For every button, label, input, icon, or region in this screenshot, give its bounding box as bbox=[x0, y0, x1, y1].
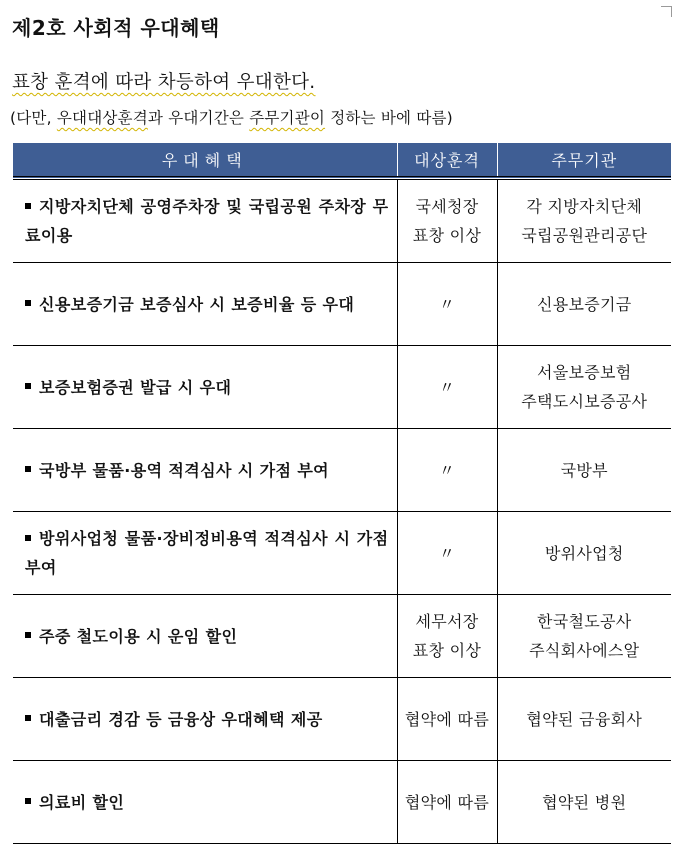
benefit-cell bbox=[13, 595, 397, 678]
benefit-text: 보증보험증권 발급 시 우대 bbox=[39, 377, 232, 397]
target-cell: 〃 bbox=[397, 346, 497, 429]
table-header-row bbox=[13, 143, 671, 178]
intro-sentence: 표창 훈격에 따라 차등하여 우대한다. bbox=[12, 72, 316, 93]
note-mid: 과 우대기간은 bbox=[147, 109, 250, 127]
agency-cell: 협약된 금융회사 bbox=[497, 678, 671, 761]
agency-cell: 서울보증보험 주택도시보증공사 bbox=[497, 346, 671, 429]
agency-cell: 신용보증기금 bbox=[497, 263, 671, 346]
agency-cell: 협약된 병원 bbox=[497, 761, 671, 844]
benefit-text: 주중 철도이용 시 운임 할인 bbox=[39, 626, 238, 646]
square-bullet-icon bbox=[25, 466, 31, 472]
note-underlined-target: 우대대상훈격 bbox=[56, 109, 148, 127]
intro-text bbox=[12, 68, 315, 94]
table-row bbox=[13, 678, 671, 761]
square-bullet-icon bbox=[25, 632, 31, 638]
square-bullet-icon bbox=[25, 798, 31, 804]
table-row bbox=[13, 178, 671, 263]
benefit-text: 방위사업청 물품·장비정비용역 적격심사 시 가점부여 bbox=[25, 529, 389, 577]
target-cell: 협약에 따름 bbox=[397, 678, 497, 761]
agency-cell: 방위사업청 bbox=[497, 512, 671, 595]
benefit-cell bbox=[13, 761, 397, 844]
benefit-text: 국방부 물품·용역 적격심사 시 가점 부여 bbox=[39, 460, 330, 480]
target-cell: 세무서장 표창 이상 bbox=[397, 595, 497, 678]
table-row bbox=[13, 595, 671, 678]
benefit-text: 신용보증기금 보증심사 시 보증비율 등 우대 bbox=[39, 294, 355, 314]
table-row bbox=[13, 429, 671, 512]
target-cell: 국세청장 표창 이상 bbox=[397, 178, 497, 263]
header-agency: 주무기관 bbox=[497, 143, 671, 178]
section-title: 제2호 사회적 우대혜택 bbox=[12, 16, 220, 40]
table-row bbox=[13, 512, 671, 595]
benefit-cell bbox=[13, 263, 397, 346]
header-benefit: 우대혜택 bbox=[13, 143, 397, 178]
note-suffix: 정하는 바에 따름) bbox=[325, 109, 453, 127]
target-cell: 협약에 따름 bbox=[397, 761, 497, 844]
note-text bbox=[10, 106, 453, 128]
benefit-text: 대출금리 경감 등 금융상 우대혜택 제공 bbox=[39, 709, 323, 729]
header-target: 대상훈격 bbox=[397, 143, 497, 178]
square-bullet-icon bbox=[25, 715, 31, 721]
benefit-cell bbox=[13, 346, 397, 429]
target-cell: 〃 bbox=[397, 512, 497, 595]
note-prefix: (다만, bbox=[10, 109, 57, 127]
agency-cell: 한국철도공사 주식회사에스알 bbox=[497, 595, 671, 678]
benefit-cell bbox=[13, 678, 397, 761]
table-row bbox=[13, 346, 671, 429]
benefit-cell bbox=[13, 512, 397, 595]
target-cell: 〃 bbox=[397, 263, 497, 346]
page-corner-mark bbox=[661, 6, 672, 17]
target-cell: 〃 bbox=[397, 429, 497, 512]
benefit-cell bbox=[13, 178, 397, 263]
note-underlined-agency: 주무기관이 bbox=[249, 109, 326, 127]
benefits-table bbox=[13, 143, 671, 844]
benefit-cell bbox=[13, 429, 397, 512]
square-bullet-icon bbox=[25, 383, 31, 389]
agency-cell: 국방부 bbox=[497, 429, 671, 512]
benefit-text: 지방자치단체 공영주차장 및 국립공원 주차장 무료이용 bbox=[25, 197, 389, 245]
square-bullet-icon bbox=[25, 535, 31, 541]
square-bullet-icon bbox=[25, 203, 31, 209]
square-bullet-icon bbox=[25, 300, 31, 306]
table-row bbox=[13, 761, 671, 844]
table-row bbox=[13, 263, 671, 346]
benefit-text: 의료비 할인 bbox=[39, 792, 125, 812]
agency-cell: 각 지방자치단체 국립공원관리공단 bbox=[497, 178, 671, 263]
